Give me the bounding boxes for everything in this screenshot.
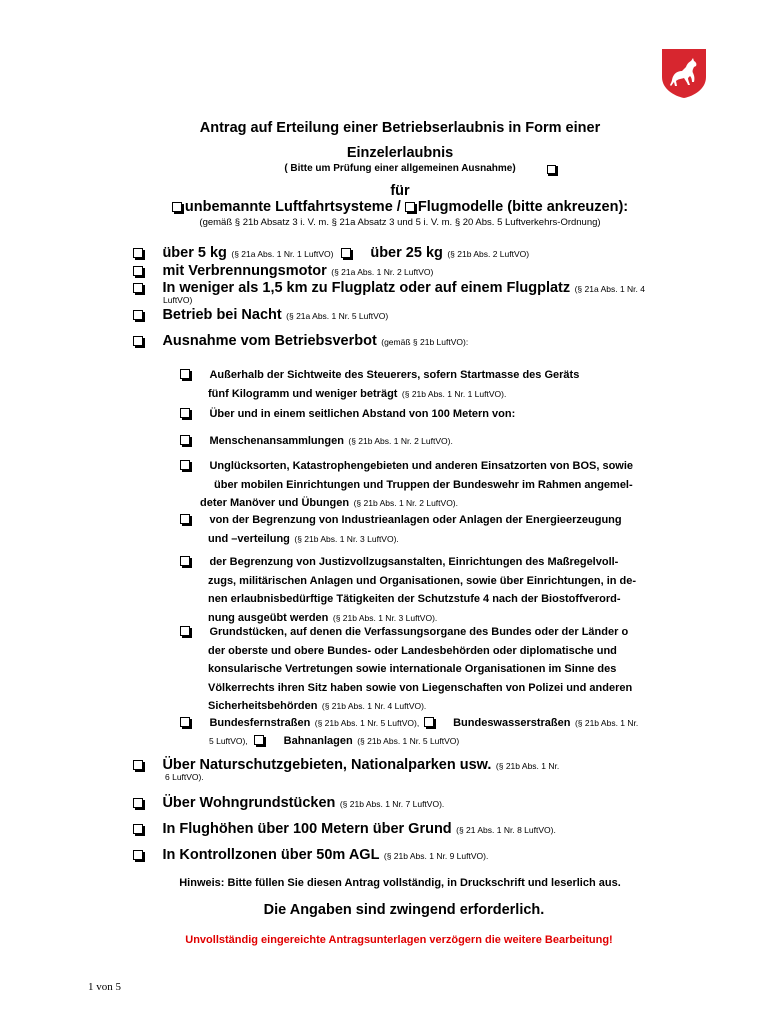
sub-industrial-plants[interactable]: von der Begrenzung von Industrieanlagen oder Anlagen der Energieerzeugung und –verteilung (§ 21b Abs. 1 Nr. 3 LuftVO). — [180, 510, 622, 547]
checkbox-icon[interactable] — [180, 556, 190, 566]
required-notice: Die Angaben sind zwingend erforderlich. — [263, 902, 545, 918]
hint-text: Hinweis: Bitte füllen Sie diesen Antrag vollständig, in Druckschrift und leserlich aus. — [179, 877, 621, 889]
checkbox-icon[interactable] — [180, 435, 190, 445]
option-combustion-engine[interactable]: mit Verbrennungsmotor (§ 21a Abs. 1 Nr. 2 LuftVO) — [133, 262, 433, 280]
option-altitude-100m[interactable]: In Flughöhen über 100 Metern über Grund (§ 21 Abs. 1 Nr. 8 LuftVO). — [133, 820, 556, 838]
checkbox-icon[interactable] — [180, 717, 190, 727]
sub-traffic-routes[interactable]: Bundesfernstraßen (§ 21b Abs. 1 Nr. 5 LuftVO), Bundeswasserstraßen (§ 21b Abs. 1 Nr. — [180, 713, 638, 732]
checkbox-icon[interactable] — [133, 336, 143, 346]
form-title: Antrag auf Erteilung einer Betriebserlaubnis in Form einer — [199, 120, 601, 136]
checkbox-icon[interactable] — [180, 514, 190, 524]
sub-100m-distance[interactable]: Über und in einem seitlichen Abstand von 100 Metern von: — [180, 404, 515, 423]
legal-basis: (gemäß § 21b Absatz 3 i. V. m. § 21a Absatz 3 und 5 i. V. m. § 20 Abs. 5 Luftverkehrs-Ordnung) — [199, 217, 601, 228]
checkbox-icon[interactable] — [341, 248, 351, 258]
title-note: ( Bitte um Prüfung einer allgemeinen Ausnahme) — [0, 163, 770, 174]
option-night-operation[interactable]: Betrieb bei Nacht (§ 21a Abs. 1 Nr. 5 LuftVO) — [133, 306, 388, 324]
sub-accident-sites[interactable]: Unglücksorten, Katastrophengebieten und anderen Einsatzorten von BOS, sowie über mobilen Einrichtungen und Truppen der Bundeswehr im Rahmen angemel- deter Manöver und Übungen (§ 21b Abs. 1 Nr. 2 LuftVO). — [180, 456, 633, 512]
sub-traffic-routes-2: 5 LuftVO), Bahnanlagen (§ 21b Abs. 1 Nr. 5 LuftVO) — [209, 735, 460, 747]
option-airfield-distance[interactable]: In weniger als 1,5 km zu Flugplatz oder auf einem Flugplatz (§ 21a Abs. 1 Nr. 4 — [133, 279, 645, 297]
fuer-label: für — [390, 183, 410, 199]
checkbox-icon[interactable] — [180, 408, 190, 418]
option-exemption[interactable]: Ausnahme vom Betriebsverbot (gemäß § 21b LuftVO): — [133, 332, 468, 350]
option-airfield-ref: LuftVO) — [163, 295, 193, 305]
checkbox-icon[interactable] — [133, 824, 143, 834]
checkbox-icon[interactable] — [424, 717, 434, 727]
checkbox-icon[interactable] — [547, 165, 556, 174]
checkbox-icon[interactable] — [133, 850, 143, 860]
checkbox-icon[interactable] — [133, 283, 143, 293]
checkbox-icon[interactable] — [133, 798, 143, 808]
option-nature-ref: 6 LuftVO). — [165, 772, 204, 782]
category-line: unbemannte Luftfahrtsysteme / Flugmodelle (bitte ankreuzen): — [0, 199, 770, 215]
checkbox-icon[interactable] — [180, 626, 190, 636]
option-residential[interactable]: Über Wohngrundstücken (§ 21b Abs. 1 Nr. 7 LuftVO). — [133, 794, 444, 812]
sub-prisons-military[interactable]: der Begrenzung von Justizvollzugsanstalten, Einrichtungen des Maßregelvoll- zugs, militärischen Anlagen und Organisationen, sowie über Einrichtungen, in de- nen erlaubnisbedürftige Tätigkeiten der Schutzstufe 4 nach der Biostoffverord- nung ausgeübt werden (§ 21b Abs. 1 Nr. 3 LuftVO). — [180, 552, 636, 626]
checkbox-icon[interactable] — [133, 248, 143, 258]
checkbox-icon[interactable] — [180, 460, 190, 470]
checkbox-icon[interactable] — [172, 202, 182, 212]
checkbox-icon[interactable] — [133, 760, 143, 770]
warning-text: Unvollständig eingereichte Antragsunterlagen verzögern die weitere Bearbeitung! — [185, 934, 613, 946]
checkbox-icon[interactable] — [133, 266, 143, 276]
option-control-zones[interactable]: In Kontrollzonen über 50m AGL (§ 21b Abs. 1 Nr. 9 LuftVO). — [133, 846, 488, 864]
checkbox-icon[interactable] — [254, 735, 264, 745]
sub-crowds[interactable]: Menschenansammlungen (§ 21b Abs. 1 Nr. 2 LuftVO). — [180, 431, 453, 450]
checkbox-icon[interactable] — [133, 310, 143, 320]
option-over-5kg[interactable]: über 5 kg (§ 21a Abs. 1 Nr. 1 LuftVO) über 25 kg (§ 21b Abs. 2 LuftVO) — [133, 244, 529, 262]
option-nature-reserves[interactable]: Über Naturschutzgebieten, Nationalparken usw. (§ 21b Abs. 1 Nr. — [133, 756, 559, 774]
page-number: 1 von 5 — [88, 981, 121, 993]
checkbox-icon[interactable] — [405, 202, 415, 212]
sub-constitutional-organs[interactable]: Grundstücken, auf denen die Verfassungsorgane des Bundes oder der Länder o der oberste und obere Bundes- oder Landesbehörden oder diplomatische und konsularische Vertretungen sowie internationale Organisationen im Sinne des Völkerrechts ihren Sitz haben sowie von Liegenschaften von Polizei und anderen Sicherheitsbehörden (§ 21b Abs. 1 Nr. 4 LuftVO). — [180, 622, 632, 715]
lower-saxony-horse-crest-icon — [660, 47, 708, 99]
sub-out-of-sight[interactable]: Außerhalb der Sichtweite des Steuerers, sofern Startmasse des Geräts fünf Kilogramm und weniger beträgt (§ 21b Abs. 1 Nr. 1 LuftVO). — [180, 365, 579, 402]
form-title-line-2: Einzelerlaubnis — [346, 145, 454, 161]
checkbox-icon[interactable] — [180, 369, 190, 379]
